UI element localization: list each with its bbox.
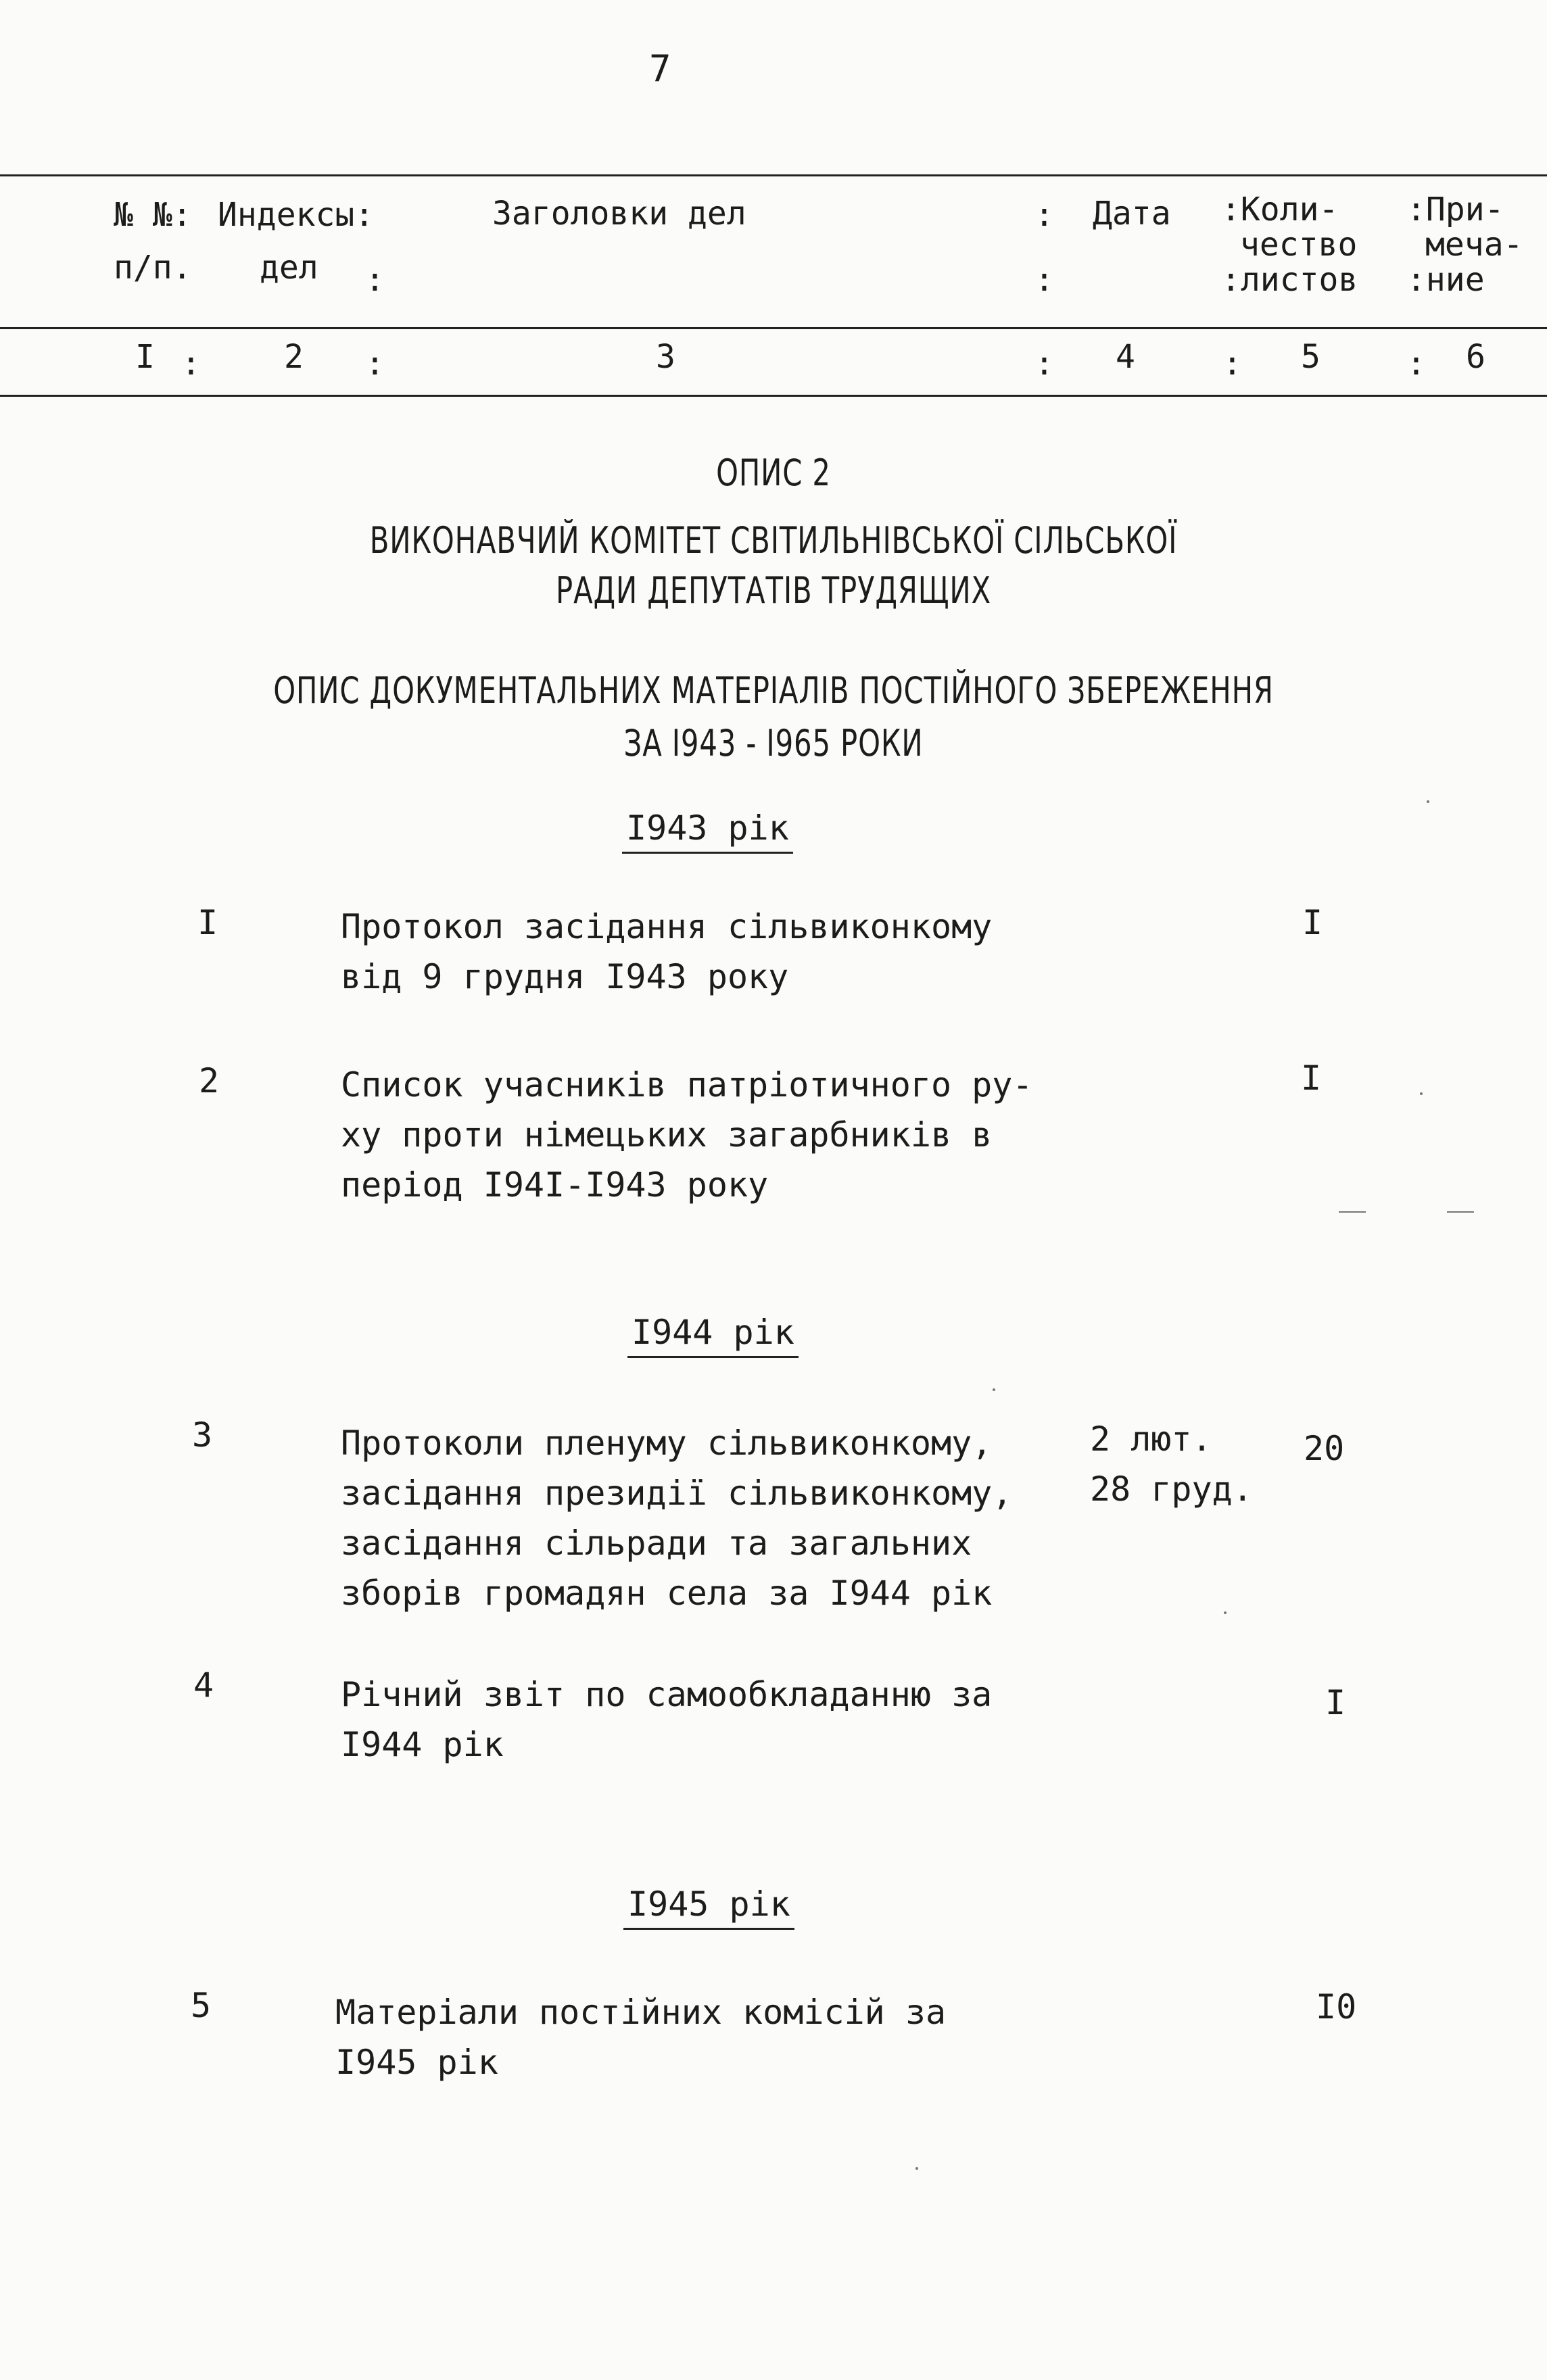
- entry-sheets: I: [1325, 1683, 1346, 1722]
- entry-number: 2: [199, 1061, 220, 1100]
- year-heading: I945 рік: [623, 1885, 794, 1930]
- col1-line1: № №:: [114, 196, 192, 234]
- col2-line1: Индексы:: [218, 196, 375, 234]
- entry-number: 3: [192, 1415, 213, 1455]
- col3-colon-bottom: :: [1034, 261, 1054, 299]
- opys-heading: ОПИС 2: [716, 452, 831, 494]
- entry-title: Список учасників патріотичного ру- ху проти німецьких загарбників в період I94I-I943 року: [341, 1065, 1033, 1205]
- entry-date: 2 лют. 28 груд.: [1090, 1419, 1253, 1509]
- col6-line3: :ние: [1406, 261, 1485, 299]
- colnum-4: 4: [1116, 338, 1135, 376]
- scan-speck: [1427, 800, 1429, 803]
- page-number: 7: [649, 47, 671, 90]
- entry-title: Протоколи пленуму сільвиконкому, засідання президії сільвиконкому, засідання сільради та загальних зборів громадян села за I944 рік: [341, 1424, 1013, 1613]
- scan-mark: [1447, 1211, 1474, 1213]
- scan-speck: [915, 2167, 918, 2170]
- col5-line2: чество: [1240, 226, 1358, 264]
- entry-sheets: 20: [1304, 1429, 1345, 1468]
- entry-title: Матеріали постійних комісій за I945 рік: [335, 1993, 947, 2082]
- entry-number: I: [197, 903, 218, 942]
- col6-line2: меча-: [1425, 226, 1523, 264]
- table-header-rule: [0, 327, 1547, 329]
- colnum-5: 5: [1301, 338, 1320, 376]
- colnum-colon-3: :: [1034, 345, 1054, 383]
- org-line-2: РАДИ ДЕПУТАТІВ ТРУДЯЩИХ: [556, 569, 991, 612]
- colnum-colon-5: :: [1406, 345, 1426, 383]
- entry-title: Річний звіт по самообкладанню за I944 рік: [341, 1675, 993, 1764]
- colnum-3: 3: [656, 338, 675, 376]
- col5-line1: :Коли-: [1221, 191, 1339, 228]
- colnum-2: 2: [284, 338, 304, 376]
- colnum-colon-2: :: [365, 345, 385, 383]
- org-line-1: ВИКОНАВЧИЙ КОМІТЕТ СВІТИЛЬНІВСЬКОЇ СІЛЬСЬКОЇ: [369, 519, 1178, 562]
- scan-speck: [993, 1388, 995, 1391]
- table-top-rule: [0, 174, 1547, 176]
- entry-sheets: I0: [1316, 1987, 1357, 2026]
- colnum-1: I: [135, 338, 155, 376]
- col6-line1: :При-: [1406, 191, 1504, 228]
- description-line-2: ЗА I943 - I965 РОКИ: [623, 722, 924, 764]
- description-line-1: ОПИС ДОКУМЕНТАЛЬНИХ МАТЕРІАЛІВ ПОСТІЙНОГО ЗБЕРЕЖЕННЯ: [273, 669, 1274, 712]
- col3-title: Заголовки дел: [492, 195, 746, 233]
- colnum-colon-4: :: [1222, 345, 1242, 383]
- year-heading: I944 рік: [627, 1313, 799, 1358]
- entry-number: 4: [193, 1666, 214, 1705]
- colnum-6: 6: [1466, 338, 1485, 376]
- scan-mark: [1339, 1211, 1366, 1213]
- entry-title: Протокол засідання сільвиконкому від 9 грудня I943 року: [341, 907, 993, 996]
- year-heading: I943 рік: [622, 808, 793, 854]
- col2-line2: дел: [260, 249, 318, 287]
- table-numbers-rule: [0, 395, 1547, 397]
- col2-colon: :: [365, 261, 385, 299]
- entry-sheets: I: [1302, 903, 1323, 942]
- entry-sheets: I: [1301, 1059, 1322, 1098]
- entry-number: 5: [191, 1986, 212, 2025]
- colnum-colon-1: :: [181, 345, 201, 383]
- col1-line2: п/п.: [114, 249, 192, 287]
- col3-colon-top: :: [1034, 196, 1054, 234]
- col5-line3: :листов: [1221, 261, 1358, 299]
- col4-title: Дата: [1093, 195, 1171, 233]
- scan-speck: [1224, 1611, 1227, 1614]
- scan-speck: [1420, 1092, 1423, 1095]
